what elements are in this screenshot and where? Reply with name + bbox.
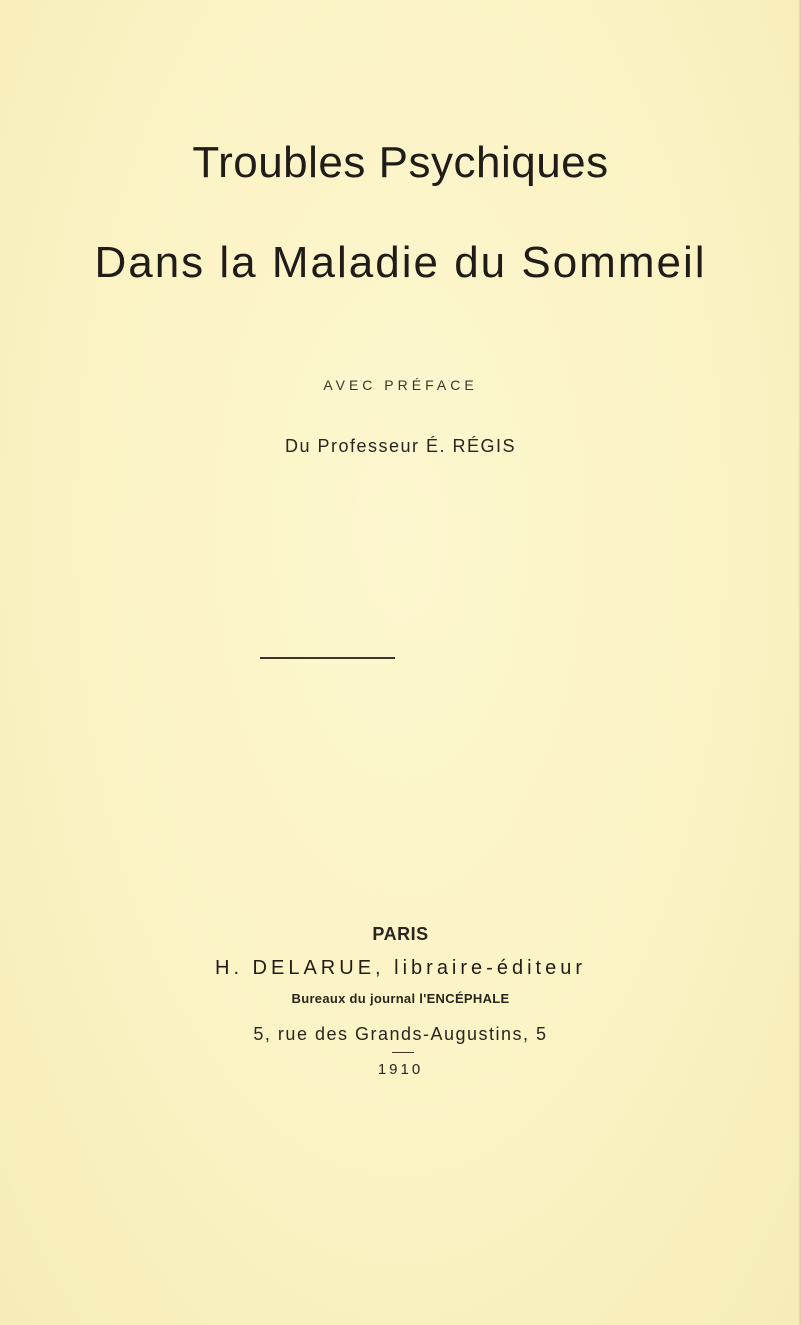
publication-city: PARIS [372,924,429,944]
publication-year: 1910 [377,1061,424,1078]
publisher-address: 5, rue des Grands-Augustins, 5 [253,1024,548,1044]
book-title-line2: Dans la Maladie du Sommeil [94,238,707,287]
journal-office: Bureaux du journal l'ENCÉPHALE [291,991,510,1006]
preface-author: Du Professeur É. RÉGIS [284,436,517,456]
small-divider [392,1052,414,1053]
divider-rule [260,657,395,659]
book-title-line1: Troubles Psychiques [192,138,609,187]
preface-label: AVEC PRÉFACE [323,377,478,393]
publisher-name: H. DELARUE, libraire-éditeur [215,957,586,979]
